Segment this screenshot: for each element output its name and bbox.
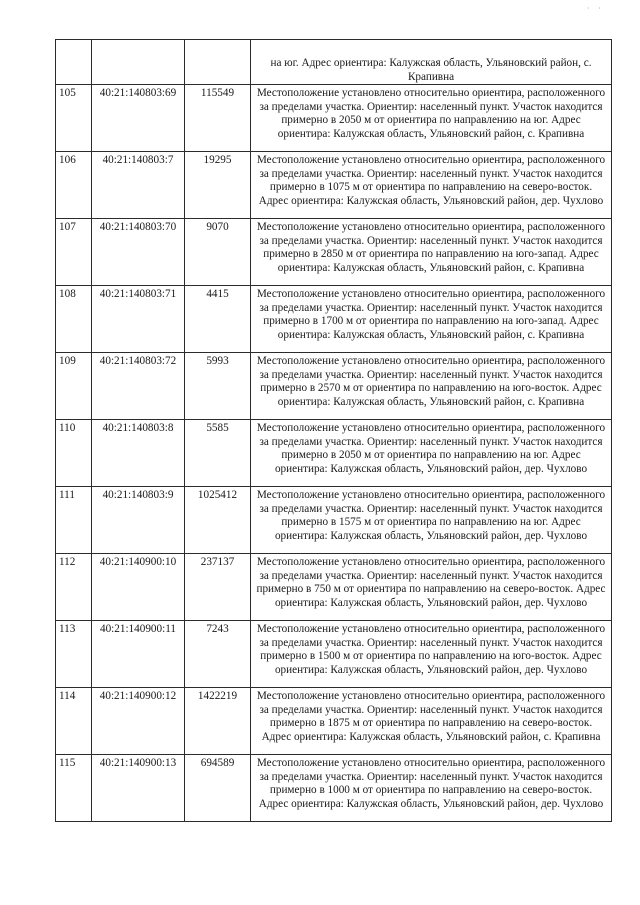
- cadastral-number: 40:21:140900:11: [92, 621, 185, 688]
- location-description: Местоположение установлено относительно ориентира, расположенного за пределами участка. Ориентир: населенный пункт. Участок находится примерно в 1000 м от ориентира по направлению на северо-восток. Адрес ориентира: Калужская область, Ульяновский район, дер. Чухлово: [251, 755, 612, 822]
- table-row: [56, 688, 612, 755]
- row-number: 108: [56, 286, 92, 353]
- row-number: 110: [56, 420, 92, 487]
- location-description: Местоположение установлено относительно ориентира, расположенного за пределами участка. Ориентир: населенный пункт. Участок находится примерно в 1575 м от ориентира по направлению на юг. Адрес ориентира: Калужская область, Ульяновский район, дер. Чухлово: [251, 487, 612, 554]
- table-row: [56, 487, 612, 554]
- cadastral-number: 40:21:140803:71: [92, 286, 185, 353]
- cadastral-number: 40:21:140803:69: [92, 85, 185, 152]
- location-description: Местоположение установлено относительно ориентира, расположенного за пределами участка. Ориентир: населенный пункт. Участок находится примерно в 2050 м от ориентира по направлению на юг. Адрес ориентира: Калужская область, Ульяновский район, дер. Чухлово: [251, 420, 612, 487]
- plot-area: 1025412: [185, 487, 251, 554]
- cadastral-number: [92, 40, 185, 85]
- plot-area: 5993: [185, 353, 251, 420]
- plot-area: 5585: [185, 420, 251, 487]
- row-number: 109: [56, 353, 92, 420]
- table-row: [56, 621, 612, 688]
- row-number: 106: [56, 152, 92, 219]
- row-number: 111: [56, 487, 92, 554]
- cadastral-number: 40:21:140803:8: [92, 420, 185, 487]
- table-row: [56, 554, 612, 621]
- table-row: [56, 755, 612, 822]
- land-plot-table: [55, 39, 612, 822]
- cadastral-number: 40:21:140803:9: [92, 487, 185, 554]
- location-description: Местоположение установлено относительно ориентира, расположенного за пределами участка. Ориентир: населенный пункт. Участок находится примерно в 750 м от ориентира по направлению на северо-восток. Адрес ориентира: Калужская область, Ульяновский район, дер. Чухлово: [251, 554, 612, 621]
- table-row: [56, 40, 612, 85]
- table-row: [56, 353, 612, 420]
- cadastral-number: 40:21:140803:70: [92, 219, 185, 286]
- plot-area: 694589: [185, 755, 251, 822]
- row-number: [56, 40, 92, 85]
- scan-corner-mark: ˙ ˙: [586, 6, 604, 16]
- cadastral-number: 40:21:140803:7: [92, 152, 185, 219]
- plot-area: 115549: [185, 85, 251, 152]
- table-row: [56, 219, 612, 286]
- table-row: [56, 286, 612, 353]
- location-description: Местоположение установлено относительно ориентира, расположенного за пределами участка. Ориентир: населенный пункт. Участок находится примерно в 1875 м от ориентира по направлению на северо-восток. Адрес ориентира: Калужская область, Ульяновский район, с. Крапивна: [251, 688, 612, 755]
- location-description: Местоположение установлено относительно ориентира, расположенного за пределами участка. Ориентир: населенный пункт. Участок находится примерно в 2570 м от ориентира по направлению на юго-восток. Адрес ориентира: Калужская область, Ульяновский район, с. Крапивна: [251, 353, 612, 420]
- plot-area: 4415: [185, 286, 251, 353]
- table-row: [56, 85, 612, 152]
- plot-area: 19295: [185, 152, 251, 219]
- row-number: 107: [56, 219, 92, 286]
- location-description: на юг. Адрес ориентира: Калужская область, Ульяновский район, с. Крапивна: [251, 40, 612, 85]
- table-row: [56, 420, 612, 487]
- location-description: Местоположение установлено относительно ориентира, расположенного за пределами участка. Ориентир: населенный пункт. Участок находится примерно в 1700 м от ориентира по направлению на юго-запад. Адрес ориентира: Калужская область, Ульяновский район, с. Крапивна: [251, 286, 612, 353]
- plot-area: 9070: [185, 219, 251, 286]
- cadastral-number: 40:21:140900:12: [92, 688, 185, 755]
- cadastral-number: 40:21:140803:72: [92, 353, 185, 420]
- plot-area: 7243: [185, 621, 251, 688]
- row-number: 114: [56, 688, 92, 755]
- cadastral-number: 40:21:140900:10: [92, 554, 185, 621]
- location-description: Местоположение установлено относительно ориентира, расположенного за пределами участка. Ориентир: населенный пункт. Участок находится примерно в 2050 м от ориентира по направлению на юг. Адрес ориентира: Калужская область, Ульяновский район, с. Крапивна: [251, 85, 612, 152]
- plot-area: 237137: [185, 554, 251, 621]
- cadastral-number: 40:21:140900:13: [92, 755, 185, 822]
- location-description: Местоположение установлено относительно ориентира, расположенного за пределами участка. Ориентир: населенный пункт. Участок находится примерно в 1075 м от ориентира по направлению на северо-восток. Адрес ориентира: Калужская область, Ульяновский район, дер. Чухлово: [251, 152, 612, 219]
- table-row: [56, 152, 612, 219]
- row-number: 105: [56, 85, 92, 152]
- plot-area: [185, 40, 251, 85]
- row-number: 112: [56, 554, 92, 621]
- location-description: Местоположение установлено относительно ориентира, расположенного за пределами участка. Ориентир: населенный пункт. Участок находится примерно в 1500 м от ориентира по направлению на юго-восток. Адрес ориентира: Калужская область, Ульяновский район, дер. Чухлово: [251, 621, 612, 688]
- row-number: 113: [56, 621, 92, 688]
- location-description: Местоположение установлено относительно ориентира, расположенного за пределами участка. Ориентир: населенный пункт. Участок находится примерно в 2850 м от ориентира по направлению на юго-запад. Адрес ориентира: Калужская область, Ульяновский район, с. Крапивна: [251, 219, 612, 286]
- row-number: 115: [56, 755, 92, 822]
- plot-area: 1422219: [185, 688, 251, 755]
